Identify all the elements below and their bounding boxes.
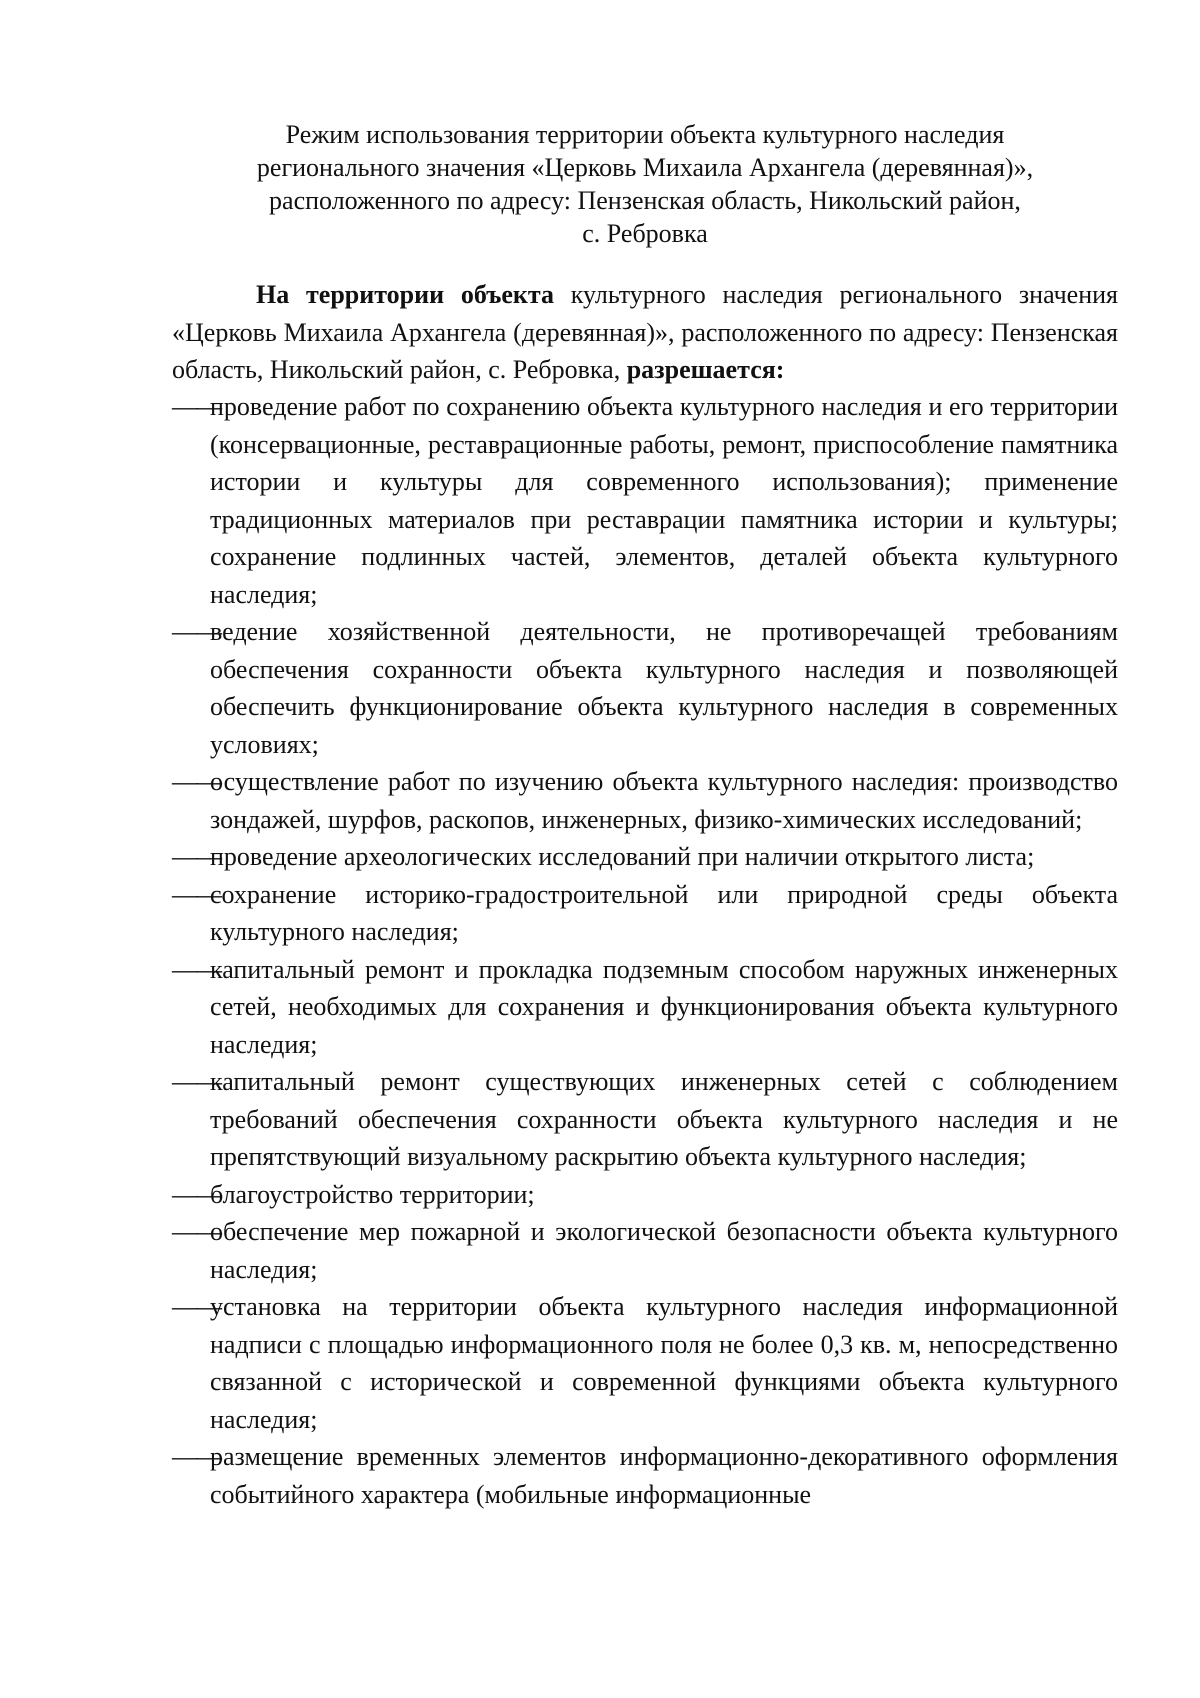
list-item (172, 1438, 1118, 1513)
list-item-text: проведение работ по сохранению объекта культурного наследия и его территории (консервационные, реставрационные работы, ремонт, приспособление памятника истории и культуры для современного использования); применение традиционных материалов при реставрации памятника истории и культуры; сохранение подлинных частей, элементов, деталей объекта культурного наследия; (210, 392, 1118, 609)
dash-bullet: —— (172, 842, 220, 871)
dash-bullet: —— (172, 1067, 220, 1096)
list-item (172, 1176, 1118, 1214)
dash-bullet: —— (172, 1292, 220, 1321)
list-item-text: ведение хозяйственной деятельности, не противоречащей требованиям обеспечения сохранности объекта культурного наследия и позволяющей обеспечить функционирование объекта культурного наследия в современных условиях; (210, 617, 1118, 759)
list-item (172, 388, 1118, 613)
intro-lead-bold: На территории объекта (256, 280, 554, 309)
intro-paragraph (172, 276, 1118, 389)
list-item (172, 1213, 1118, 1288)
title-line: с. Ребровка (582, 219, 708, 248)
list-item (172, 1063, 1118, 1176)
list-item-text: обеспечение мер пожарной и экологической безопасности объекта культурного наследия; (210, 1217, 1118, 1284)
dash-bullet: —— (172, 392, 220, 421)
title-line: Режим использования территории объекта культурного наследия (285, 120, 1005, 149)
list-item (172, 876, 1118, 951)
list-item-text: капитальный ремонт и прокладка подземным способом наружных инженерных сетей, необходимых для сохранения и функционирования объекта культурного наследия; (210, 954, 1118, 1059)
list-item-text: проведение археологических исследований при наличии открытого листа; (210, 842, 1035, 871)
dash-bullet: —— (172, 1179, 220, 1209)
dash-bullet: —— (172, 1442, 220, 1471)
title-line: регионального значения «Церковь Михаила Архангела (деревянная)», (256, 153, 1034, 182)
allowed-activities-list (172, 388, 1118, 1513)
dash-bullet: —— (172, 879, 220, 909)
title-line: расположенного по адресу: Пензенская область, Никольский район, (269, 186, 1021, 215)
intro-tail-bold: разрешается: (626, 355, 785, 384)
list-item (172, 613, 1118, 763)
list-item (172, 1288, 1118, 1438)
list-item-text: размещение временных элементов информационно-декоративного оформления событийного характера (мобильные информационные (210, 1442, 1118, 1509)
intro-text: культурного наследия регионального значения «Церковь Михаила Архангела (деревянная)», расположенного по адресу: Пензенская область, Никольский район, с. Ребровка, (172, 280, 1118, 384)
dash-bullet: —— (172, 617, 220, 646)
document-title (170, 118, 1120, 250)
list-item (172, 763, 1118, 838)
list-item-text: установка на территории объекта культурного наследия информационной надписи с площадью информационного поля не более 0,3 кв. м, непосредственно связанной с исторической и современной функциями объекта культурного наследия; (210, 1292, 1118, 1434)
list-item (172, 951, 1118, 1064)
dash-bullet: —— (172, 767, 220, 796)
list-item-text: капитальный ремонт существующих инженерных сетей с соблюдением требований обеспечения сохранности объекта культурного наследия и не препятствующий визуальному раскрытию объекта культурного наследия; (210, 1067, 1118, 1171)
list-item-text: сохранение историко-градостроительной или природной среды объекта культурного наследия; (210, 879, 1118, 946)
dash-bullet: —— (172, 1217, 220, 1246)
dash-bullet: —— (172, 954, 220, 984)
list-item-text: благоустройство территории; (210, 1179, 535, 1209)
list-item (172, 838, 1118, 876)
list-item-text: осуществление работ по изучению объекта культурного наследия: производство зондажей, шурфов, раскопов, инженерных, физико-химических исследований; (210, 767, 1118, 834)
